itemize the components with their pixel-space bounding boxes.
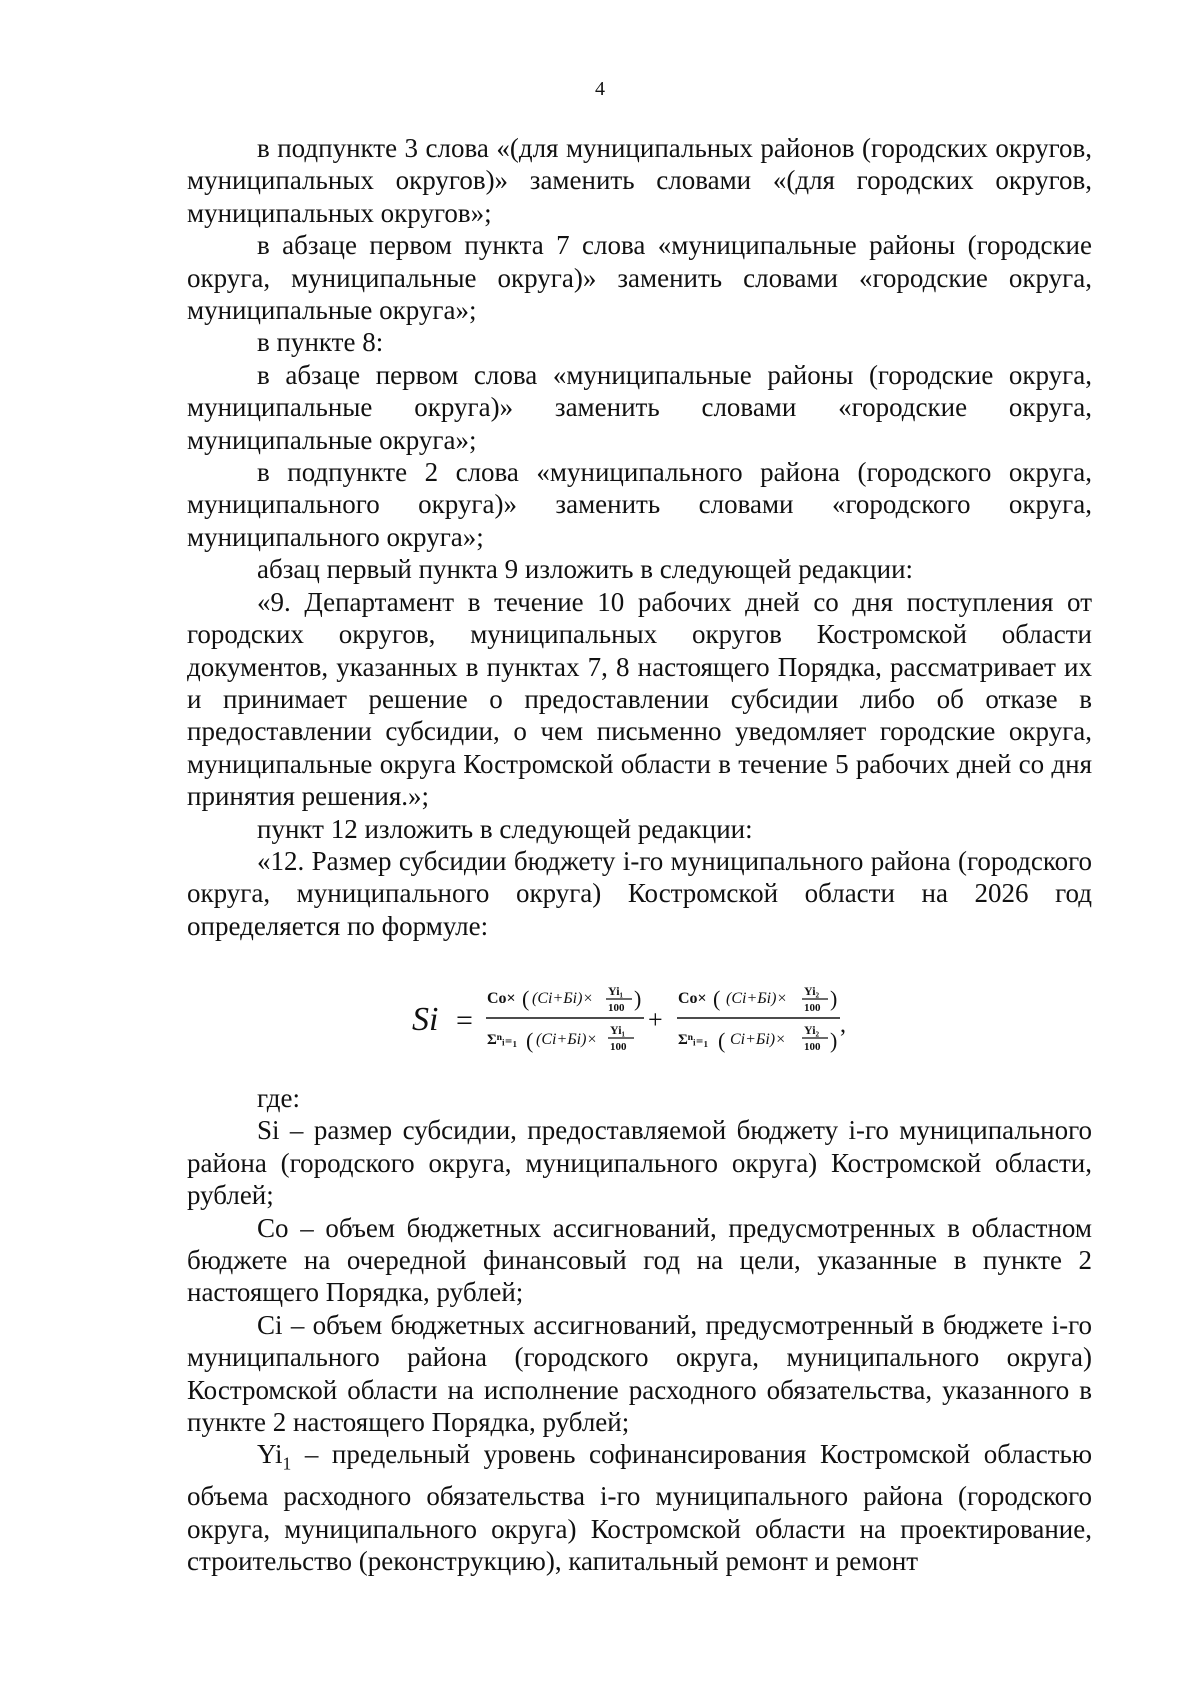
paragraph: в подпункте 2 слова «муниципального района (городского округа, муниципального округа)» заменить словами «городского округа, муниципального округа»; <box>187 457 1092 552</box>
paragraph: «12. Размер субсидии бюджету i-го муниципального района (городского округа, муниципального округа) Костромской области на 2026 год определяется по формуле: <box>187 845 1092 941</box>
definition-ci <box>187 1309 1092 1439</box>
svg-text:(: ( <box>522 986 530 1011</box>
definition-si <box>187 1114 1092 1211</box>
definition-text: – предельный уровень софинансирования Костромской областью объема расходного обязательства i-го муниципального района (городского округа, муниципального округа) Костромской области на проектирование, строительство (реконструкцию), капитальный ремонт и ремонт <box>187 1439 1092 1577</box>
term1-denominator-inner: (Ci+Бi)× <box>536 1031 598 1048</box>
formula-lhs: Si <box>412 1001 439 1038</box>
term2-denominator-fraction-top: Yi₂ <box>804 1023 820 1037</box>
definition-text: – размер субсидии, предоставляемой бюджету i-го муниципального района (городского округа, муниципального округа) Костромской области, рублей; <box>187 1115 1092 1211</box>
paragraph: в пункте 8: <box>257 327 384 358</box>
definition-symbol: Ci <box>257 1309 283 1340</box>
formula-equals: = <box>456 1004 473 1037</box>
term2-denominator-sum: Σⁿᵢ₌₁ <box>678 1032 709 1048</box>
definition-symbol: Co <box>257 1212 289 1243</box>
term2-denominator-inner: Ci+Бi)× <box>730 1031 786 1048</box>
paragraph: в абзаце первом слова «муниципальные районы (городские округа, муниципальные округа)» заменить словами «городские округа, муниципальные округа»; <box>187 359 1092 455</box>
svg-text:): ) <box>634 986 642 1011</box>
term1-denominator-fraction-top: Yi₁ <box>610 1023 626 1037</box>
paragraph: «9. Департамент в течение 10 рабочих дней со дня поступления от городских округов, муниципальных округов Костромской области документов, указанных в пунктах 7, 8 настоящего Порядка, рассматривает их и принимает решение о предоставлении субсидии либо об отказе в предоставлении субсидии, о чем письменно уведомляет городские округа, муниципальные округа Костромской области в течение 5 рабочих дней со дня принятия решения.»; <box>187 586 1092 812</box>
paragraph: пункт 12 изложить в следующей редакции: <box>257 813 753 844</box>
term2-numerator-inner: (Ci+Бi)× <box>726 990 788 1007</box>
term2-denominator-fraction-bottom: 100 <box>804 1041 821 1053</box>
svg-text:): ) <box>830 1028 838 1053</box>
paragraph: в абзаце первом пункта 7 слова «муниципальные районы (городские округа, муниципальные округа)» заменить словами «городские округа, муниципальные округа»; <box>187 230 1092 326</box>
formula-plus: + <box>648 1005 663 1034</box>
term1-denominator-fraction-bottom: 100 <box>610 1041 627 1053</box>
svg-text:(: ( <box>718 1028 726 1053</box>
body-text <box>187 132 1092 942</box>
paragraph: абзац первый пункта 9 изложить в следующей редакции: <box>257 554 914 585</box>
definition-text: – объем бюджетных ассигнований, предусмотренных в областном бюджете на очередной финансовый год на цели, указанные в пункте 2 настоящего Порядка, рублей; <box>187 1212 1092 1308</box>
term1-numerator-co: Co× <box>487 990 516 1007</box>
term1-numerator-inner: (Ci+Бi)× <box>532 990 594 1007</box>
svg-text:): ) <box>830 986 838 1011</box>
svg-text:(: ( <box>526 1028 534 1053</box>
term2-numerator-fraction-top: Yi₂ <box>804 984 820 998</box>
subsidy-formula <box>412 968 892 1068</box>
definitions-block <box>187 1082 1092 1577</box>
where-label: где: <box>257 1083 300 1113</box>
definition-symbol-subscript: 1 <box>282 1453 292 1474</box>
definition-symbol: Yi <box>257 1439 283 1470</box>
term2-numerator-fraction-bottom: 100 <box>804 1002 821 1014</box>
definition-co <box>187 1212 1092 1309</box>
definition-text: – объем бюджетных ассигнований, предусмотренный в бюджете i-го муниципального района (городского округа, муниципального округа) Костромской области на исполнение расходного обязательства, указанного в пункте 2 настоящего Порядка, рублей; <box>187 1309 1092 1438</box>
term1-denominator-sum: Σⁿᵢ₌₁ <box>487 1032 518 1048</box>
formula-svg <box>412 968 892 1068</box>
term1-numerator-fraction-top: Yi₁ <box>608 984 624 998</box>
definition-yi1 <box>187 1438 1092 1577</box>
term2-numerator-co: Co× <box>678 990 707 1007</box>
term1-numerator-fraction-bottom: 100 <box>608 1002 625 1014</box>
svg-text:(: ( <box>713 986 721 1011</box>
definition-symbol: Si <box>257 1115 280 1146</box>
page-number: 4 <box>595 78 605 100</box>
formula-comma: , <box>840 1012 846 1038</box>
paragraph: в подпункте 3 слова «(для муниципальных районов (городских округов, муниципальных округов)» заменить словами «(для городских округов, муниципальных округов»; <box>187 133 1092 228</box>
